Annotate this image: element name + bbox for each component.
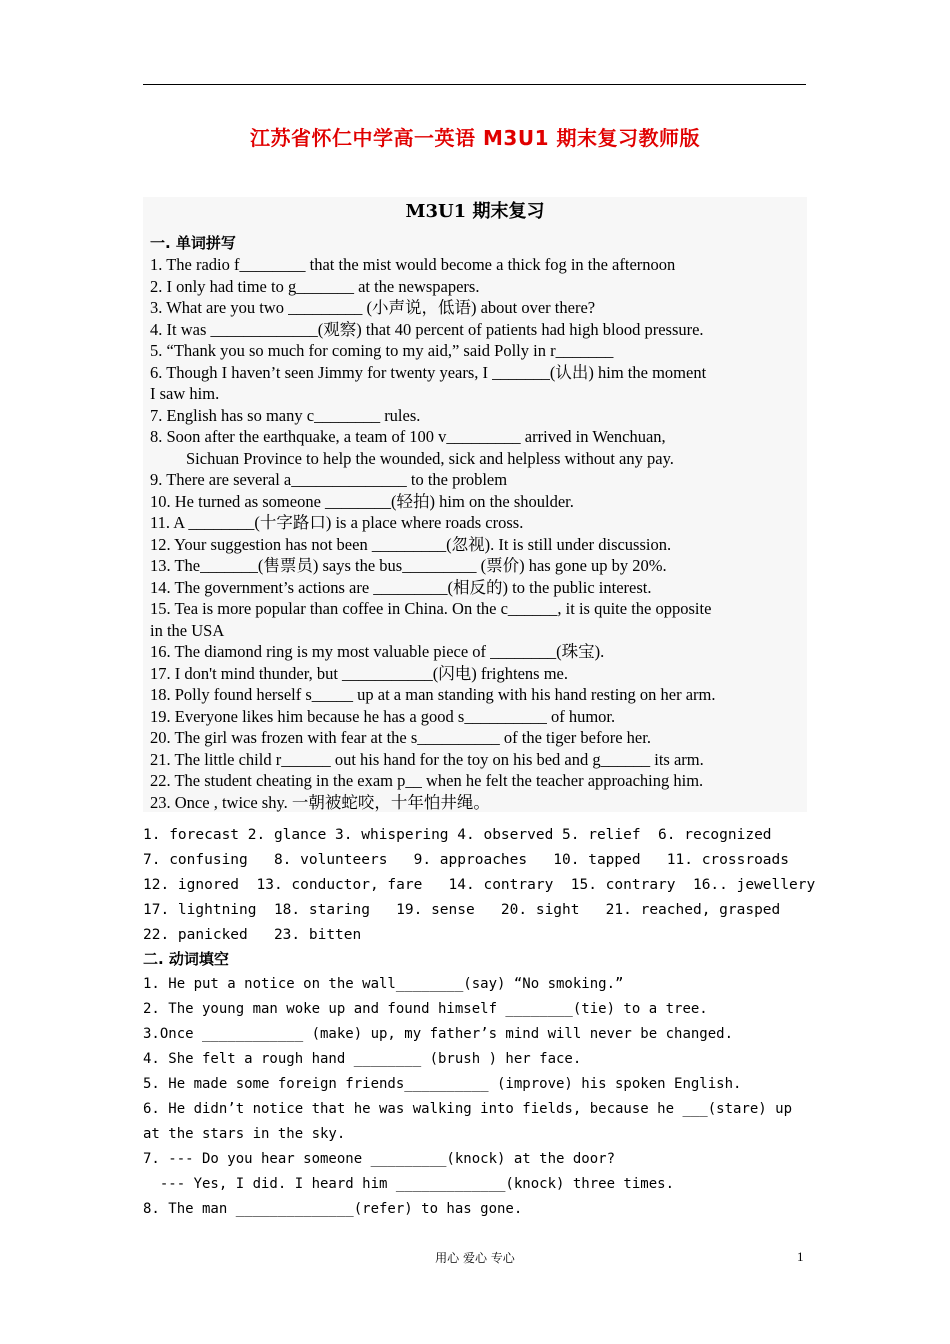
verb-question-item: 2. The young man woke up and found himself ________(tie) to a tree. xyxy=(143,1001,708,1017)
question-item: 6. Though I haven’t seen Jimmy for twenty years, I _______(认出) him the moment xyxy=(150,362,707,382)
question-item: 9. There are several a______________ to the problem xyxy=(150,470,508,489)
question-item: 19. Everyone likes him because he has a good s__________ of humor. xyxy=(150,706,616,726)
verb-question-item: 5. He made some foreign friends__________ (improve) his spoken English. xyxy=(143,1076,742,1092)
answer-row: 22. panicked 23. bitten xyxy=(143,927,362,943)
question-item: 1. The radio f________ that the mist would become a thick fog in the afternoon xyxy=(150,255,676,274)
question-item: 14. The government’s actions are _________(相反的) to the public interest. xyxy=(150,577,652,597)
answer-row: 12. ignored 13. conductor, fare 14. contrary 15. contrary 16.. jewellery xyxy=(143,877,816,893)
question-item: Sichuan Province to help the wounded, sick and helpless without any pay. xyxy=(186,448,674,468)
answer-row: 7. confusing 8. volunteers 9. approaches 10. tapped 11. crossroads xyxy=(143,852,790,868)
question-item: 4. It was _____________(观察) that 40 percent of patients had high blood pressure. xyxy=(150,319,704,339)
question-item: I saw him. xyxy=(150,384,220,403)
part1-heading: 一. 单词拼写 xyxy=(150,234,236,252)
part1-answer-key xyxy=(143,823,815,948)
question-item: 13. The_______(售票员) says the bus_________ (票价) has gone up by 20%. xyxy=(150,556,667,575)
answer-row: 1. forecast 2. glance 3. whispering 4. observed 5. relief 6. recognized xyxy=(143,827,772,843)
part2-heading: 二. 动词填空 xyxy=(143,950,229,968)
question-item: 2. I only had time to g_______ at the newspapers. xyxy=(150,276,480,296)
verb-question-item: at the stars in the sky. xyxy=(143,1126,346,1142)
question-item: 11. A ________(十字路口) is a place where roads cross. xyxy=(150,513,524,532)
question-item: 22. The student cheating in the exam p__ when he felt the teacher approaching him. xyxy=(150,771,704,790)
verb-question-item: 1. He put a notice on the wall________(say) “No smoking.” xyxy=(143,976,624,992)
answer-row: 17. lightning 18. staring 19. sense 20. sight 21. reached, grasped xyxy=(143,902,781,918)
page-number: 1 xyxy=(797,1249,804,1264)
question-item: 23. Once , twice shy. 一朝被蛇咬，十年怕井绳。 xyxy=(150,792,490,812)
section-title: M3U1 期末复习 xyxy=(405,201,545,222)
question-item: 15. Tea is more popular than coffee in China. On the c______, it is quite the opposite xyxy=(150,599,712,618)
question-item: 18. Polly found herself s_____ up at a man standing with his hand resting on her arm. xyxy=(150,685,716,704)
verb-question-item: 6. He didn’t notice that he was walking into fields, because he ___(stare) up xyxy=(143,1101,793,1117)
question-item: 3. What are you two _________ (小声说，低语) about over there? xyxy=(150,298,596,317)
verb-question-item: 4. She felt a rough hand ________ (brush ) her face. xyxy=(143,1051,582,1067)
question-item: 8. Soon after the earthquake, a team of 100 v_________ arrived in Wenchuan, xyxy=(150,427,666,446)
question-item: 16. The diamond ring is my most valuable piece of ________(珠宝). xyxy=(150,642,605,661)
verb-question-item: --- Yes, I did. I heard him _____________(knock) three times. xyxy=(143,1176,675,1192)
question-item: 12. Your suggestion has not been _________(忽视). It is still under discussion. xyxy=(150,534,672,554)
part1-question-list xyxy=(150,254,810,813)
verb-question-item: 8. The man ______________(refer) to has gone. xyxy=(143,1201,523,1217)
footer-slogan: 用心 爱心 专心 xyxy=(435,1251,515,1265)
question-item: in the USA xyxy=(150,620,225,640)
question-item: 5. “Thank you so much for coming to my aid,” said Polly in r_______ xyxy=(150,341,614,360)
verb-question-item: 7. --- Do you hear someone _________(knock) at the door? xyxy=(143,1151,616,1167)
part2-question-list xyxy=(143,972,792,1222)
page-title: 江苏省怀仁中学高一英语 M3U1 期末复习教师版 xyxy=(250,126,700,150)
question-item: 21. The little child r______ out his hand for the toy on his bed and g______ its arm. xyxy=(150,749,704,769)
question-item: 17. I don't mind thunder, but ___________(闪电) frightens me. xyxy=(150,663,568,683)
verb-question-item: 3.Once ____________ (make) up, my father’s mind will never be changed. xyxy=(143,1026,734,1042)
question-item: 10. He turned as someone ________(轻拍) him on the shoulder. xyxy=(150,491,574,511)
header-rule xyxy=(143,84,806,85)
question-item: 7. English has so many c________ rules. xyxy=(150,405,421,425)
question-item: 20. The girl was frozen with fear at the s__________ of the tiger before her. xyxy=(150,728,651,747)
